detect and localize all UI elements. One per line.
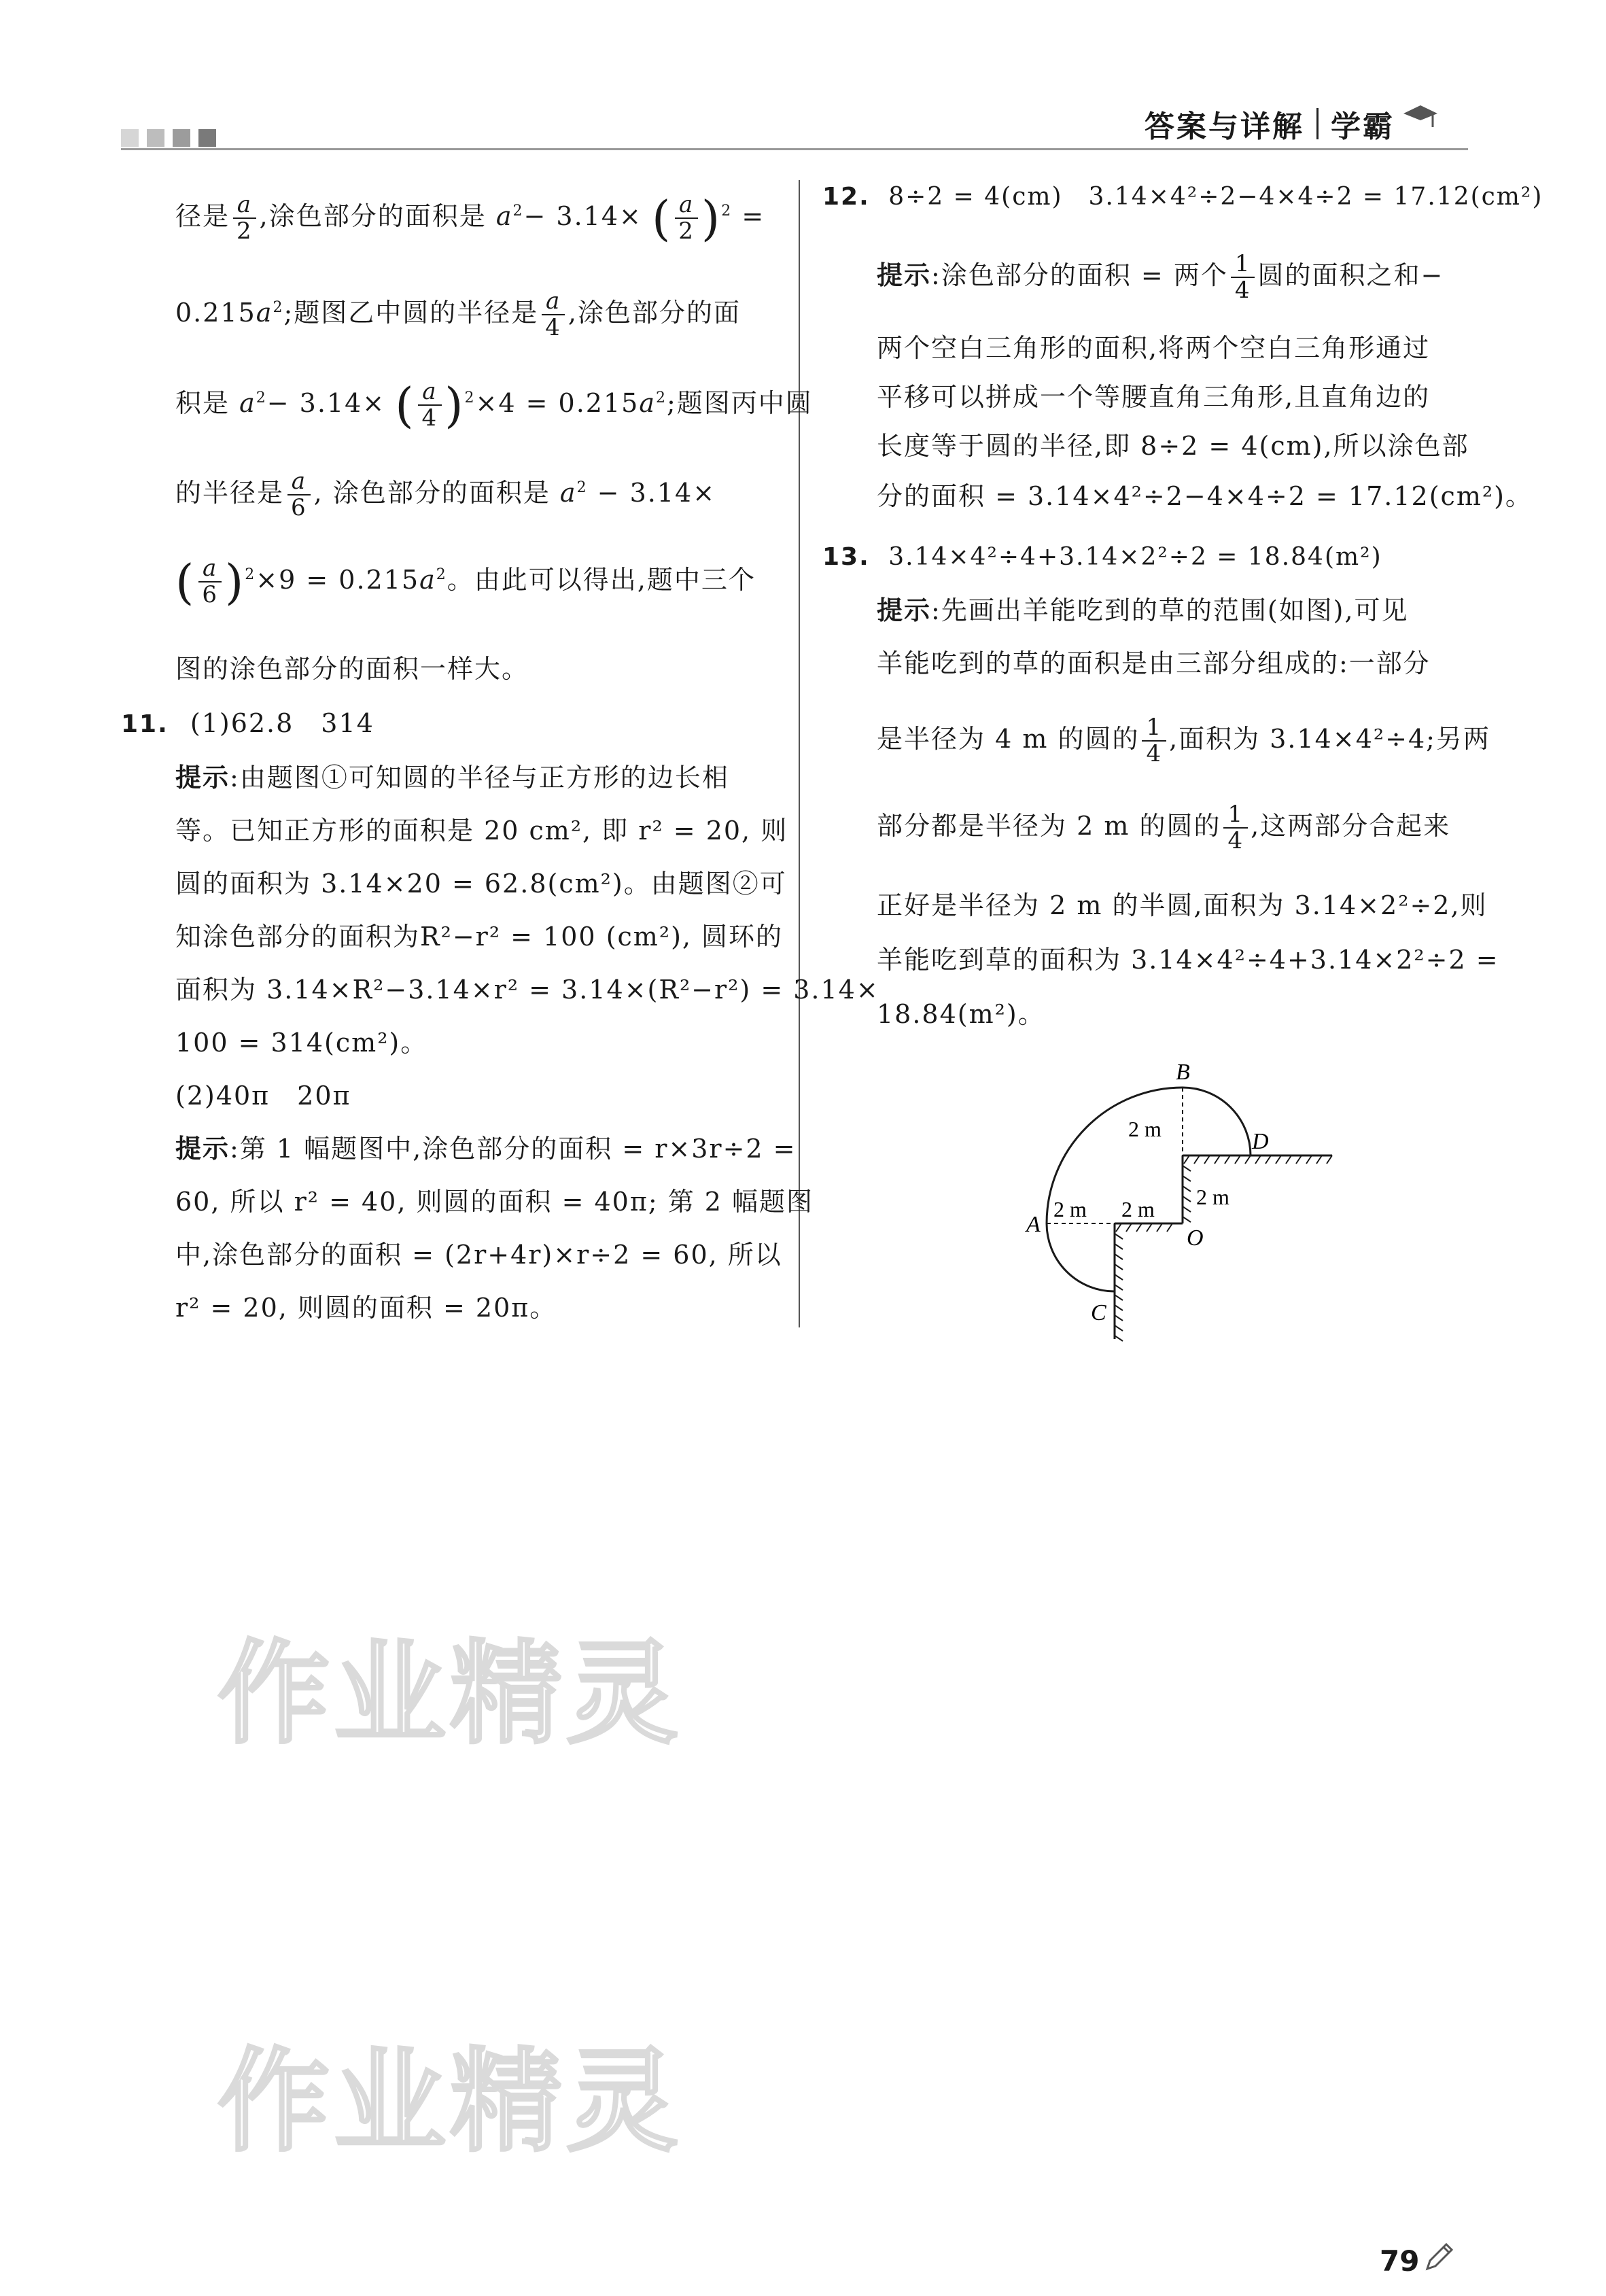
header-title: 答案与详解 [1145, 109, 1304, 144]
question-number: 11. [121, 710, 169, 738]
q11-hint-line-1 [175, 763, 729, 794]
answer-text: 3.14×4²÷4+3.14×2²÷2 = 18.84(m²) [888, 543, 1382, 571]
text-run: − 3.14× [597, 477, 716, 508]
q11-hint-line-3: 圆的面积为 3.14×20 = 62.8(cm²)。由题图②可 [175, 869, 787, 899]
fraction-a-4-b [418, 379, 442, 432]
q11-hint-line-6: 100 = 314(cm²)。 [175, 1028, 428, 1058]
q13-hint-line-7: 18.84(m²)。 [877, 999, 1045, 1029]
arc-A-to-C [1047, 1223, 1115, 1291]
q10-line-5: ( $\frac{a}{6}$ )$^2\times 9 = 0.215a^2$。由此可以得出,题中三个 [175, 554, 756, 610]
q11-hint-line-8: 60, 所以 r² = 40, 则圆的面积 = 40π; 第 2 幅题图 [175, 1187, 814, 1217]
frac-den: 2 [678, 218, 695, 245]
header-separator [1316, 108, 1319, 139]
q12-hint-line-1 [877, 251, 1444, 304]
text-run: 径是 [175, 201, 230, 231]
q13-hint-line-3 [877, 715, 1490, 767]
frac-num: 1 [1223, 802, 1248, 829]
q11-hint-line-10: r² = 20, 则圆的面积 = 20π。 [175, 1293, 557, 1323]
text-run: ×4 = 0.215 [475, 387, 640, 418]
q10-line-2: $0.215a^2$;题图乙中圆的半径是 $\frac{a}{4}$ ,涂色部分的面 [175, 288, 741, 342]
text-run: ,涂色部分的面 [568, 297, 741, 328]
frac-num: 1 [1231, 251, 1255, 278]
q13-hint-line-6: 羊能吃到草的面积为 3.14×4²÷4+3.14×2²÷2 = [877, 945, 1499, 975]
frac-den: 2 [237, 218, 253, 245]
q11-hint-line-5: 面积为 3.14×R²−3.14×r² = 3.14×(R²−r²) = 3.14× [175, 975, 879, 1005]
text-run: ×9 = 0.215 [256, 564, 420, 595]
text-run: = [741, 201, 765, 231]
label-D: D [1252, 1129, 1269, 1154]
text-run: 部分都是半径为 2 m 的圆的 [877, 810, 1221, 841]
frac-den: 4 [1146, 740, 1163, 768]
fraction-a-6 [287, 469, 311, 521]
hint-label: 提示 [877, 260, 932, 290]
label-C: C [1091, 1300, 1106, 1325]
text-run: ,面积为 3.14×4²÷4;另两 [1169, 723, 1490, 754]
text-run: 。由此可以得出,题中三个 [447, 564, 756, 595]
text-run: 的半径是 [175, 477, 285, 508]
frac-num: a [545, 288, 561, 315]
frac-den: 6 [202, 581, 218, 609]
fraction-1-4-b [1142, 715, 1166, 767]
hint-label: 提示 [877, 595, 932, 625]
column-divider [799, 180, 800, 1327]
text-run: 0.215 [175, 297, 256, 328]
frac-num: a [202, 555, 218, 582]
label-A: A [1026, 1212, 1041, 1237]
text-run: :先画出羊能吃到的草的范围(如图),可见 [931, 595, 1409, 625]
text-run: ;题图乙中圆的半径是 [283, 297, 539, 328]
q12-answer [822, 182, 1543, 211]
q12-hint-line-5: 分的面积 = 3.14×4²÷2−4×4÷2 = 17.12(cm²)。 [877, 481, 1533, 511]
answer-text: (1)62.8 314 [190, 708, 374, 738]
q10-line-1: 径是 $\frac{a}{2}$ ,涂色部分的面积是 $a^2- 3.14\times$ ( $\frac{a}{2}$ )$^2$ = [175, 190, 765, 247]
arc-B-to-D [1183, 1088, 1251, 1155]
question-number: 12. [822, 183, 870, 211]
text-run: 是半径为 4 m 的圆的 [877, 723, 1140, 754]
fraction-a-2-b [674, 192, 699, 245]
q11-hint-line-9: 中,涂色部分的面积 = (2r+4r)×r÷2 = 60, 所以 [175, 1240, 782, 1270]
header-square-4 [198, 129, 216, 147]
graduation-cap-icon [1400, 100, 1441, 134]
header-decor-squares [121, 129, 216, 147]
text-run: 积是 [175, 387, 230, 418]
q12-hint-line-2: 两个空白三角形的面积,将两个空白三角形通过 [877, 333, 1431, 363]
frac-den: 4 [545, 314, 561, 342]
fraction-1-4 [1231, 251, 1255, 304]
frac-den: 4 [1234, 277, 1251, 305]
header-square-2 [147, 129, 164, 147]
header-square-3 [173, 129, 190, 147]
page-number: 79 [1380, 2244, 1420, 2278]
q12-hint-line-3: 平移可以拼成一个等腰直角三角形,且直角边的 [877, 382, 1431, 412]
answer-text: 8÷2 = 4(cm) 3.14×4²÷2−4×4÷2 = 17.12(cm²) [888, 183, 1543, 211]
dim-right: 2 m [1196, 1185, 1229, 1209]
frac-den: 4 [421, 404, 438, 432]
text-run: :涂色部分的面积 = 两个 [931, 260, 1228, 290]
dim-mid: 2 m [1121, 1197, 1155, 1221]
dim-left: 2 m [1053, 1197, 1087, 1221]
wall-hatching [1115, 1155, 1332, 1341]
header-square-1 [121, 129, 139, 147]
hint-label: 提示 [175, 763, 230, 793]
q13-answer [822, 542, 1382, 572]
sheep-grazing-figure [1013, 1054, 1339, 1346]
dim-vertical-top: 2 m [1128, 1117, 1162, 1141]
header-rule [121, 148, 1468, 150]
text-run: ,这两部分合起来 [1251, 810, 1451, 841]
fraction-a-4 [541, 289, 565, 341]
frac-num: a [678, 191, 695, 218]
hint-label: 提示 [175, 1134, 230, 1164]
q12-hint-line-4: 长度等于圆的半径,即 8÷2 = 4(cm),所以涂色部 [877, 431, 1469, 461]
watermark-top: 作业精灵 [217, 1629, 682, 1759]
text-run: ;题图丙中圆 [666, 387, 813, 418]
frac-num: 1 [1142, 715, 1166, 742]
watermark-bottom: 作业精灵 [217, 2036, 682, 2167]
text-run: − 3.14× [266, 387, 386, 418]
fraction-a-6-b [198, 556, 222, 608]
q11-hint-line-2: 等。已知正方形的面积是 20 cm², 即 r² = 20, 则 [175, 816, 788, 846]
q10-line-4: 的半径是 $\frac{a}{6}$ , 涂色部分的面积是 $a^2 - 3.14\times$ [175, 468, 716, 522]
fraction-1-4-c [1223, 802, 1248, 854]
q13-hint-line-1 [877, 595, 1409, 627]
header-title-block [1145, 102, 1441, 145]
q11-hint-line-7 [175, 1134, 797, 1165]
frac-num: a [291, 468, 307, 495]
text-run: ,涂色部分的面积是 [259, 201, 487, 231]
q13-hint-line-5: 正好是半径为 2 m 的半圆,面积为 3.14×2²÷2,则 [877, 890, 1488, 920]
text-run: :第 1 幅题图中,涂色部分的面积 = r×3r÷2 = [230, 1134, 797, 1164]
label-O: O [1187, 1225, 1204, 1251]
header-brand: 学霸 [1331, 109, 1395, 144]
q11-answer-2: (2)40π 20π [175, 1081, 351, 1111]
q11-answer-1 [121, 708, 374, 740]
q11-hint-line-4: 知涂色部分的面积为R²−r² = 100 (cm²), 圆环的 [175, 922, 784, 952]
q13-hint-line-4 [877, 802, 1450, 854]
text-run: , 涂色部分的面积是 [313, 477, 551, 508]
text-run: − 3.14× [523, 201, 642, 231]
question-number: 13. [822, 543, 870, 571]
label-B: B [1176, 1060, 1190, 1085]
fraction-a-2 [232, 192, 257, 245]
frac-den: 4 [1227, 827, 1244, 855]
frac-num: a [237, 191, 252, 218]
q10-line-3: 积是 $a^2- 3.14\times$ ( $\frac{a}{4}$ )$^2\times 4 = 0.215a^2$;题图丙中圆 [175, 377, 813, 434]
frac-den: 6 [291, 494, 307, 522]
q13-hint-line-2: 羊能吃到的草的面积是由三部分组成的:一部分 [877, 648, 1431, 678]
text-run: 圆的面积之和− [1257, 260, 1444, 290]
text-run: :由题图①可知圆的半径与正方形的边长相 [230, 763, 729, 793]
pencil-icon [1422, 2240, 1456, 2274]
frac-num: a [422, 378, 438, 405]
q10-line-6: 图的涂色部分的面积一样大。 [175, 654, 529, 684]
